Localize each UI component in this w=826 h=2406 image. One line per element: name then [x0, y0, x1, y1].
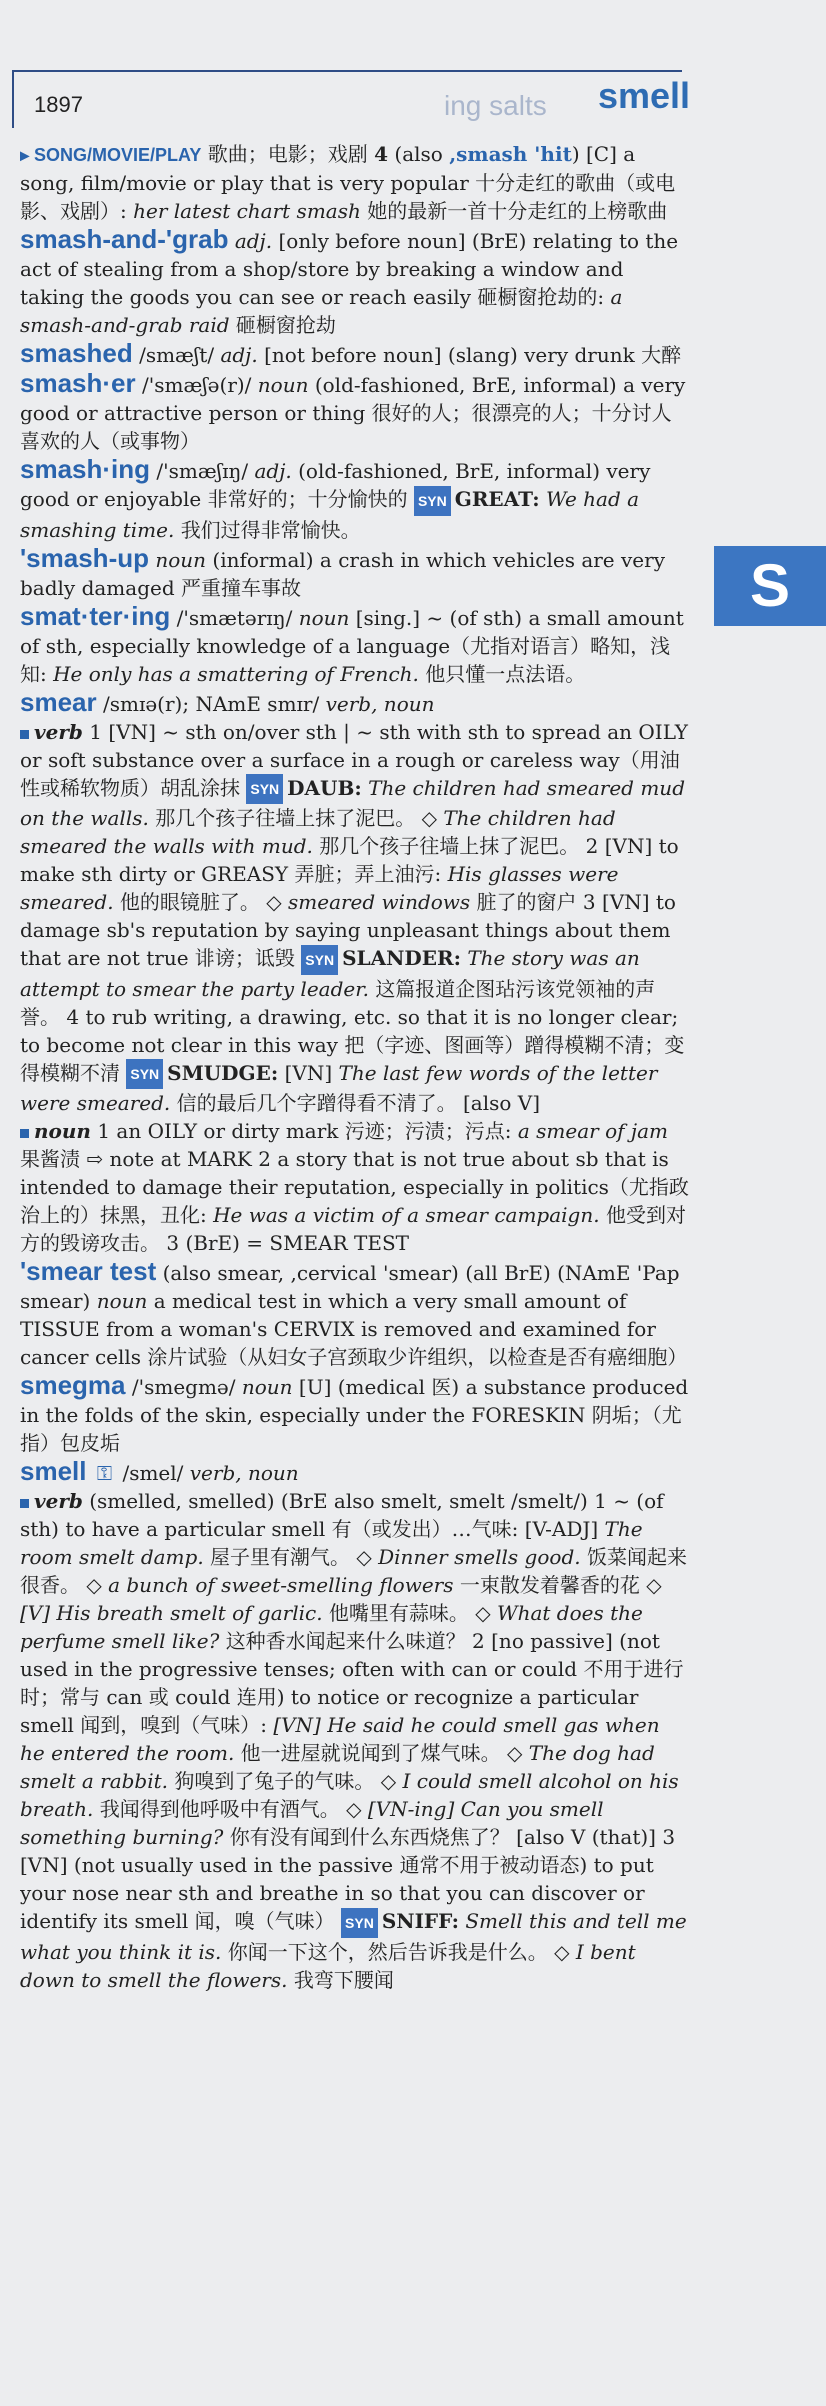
example: a smear of jam: [517, 1119, 668, 1143]
pronunciation: /'smegmə/: [131, 1375, 236, 1399]
part-of-speech: adj.: [234, 229, 273, 253]
definition: [sing.] ~ (of sth) a small amount of sth, especially knowledge of a language（尤指对语言）略知，浅知:: [20, 605, 684, 686]
entry-smasher: [20, 369, 690, 455]
pronunciation: /smɪə(r); NAmE smɪr/: [102, 691, 320, 716]
example-zh: 饭菜闻起来很香。: [20, 1545, 687, 1597]
entry-smell: [20, 1457, 690, 1487]
entry-smear-test: [20, 1257, 690, 1371]
sense-1: 1 ~ (of sth) to have a particular smell 有（或发出）…气味:: [20, 1489, 664, 1541]
example: ◇ [VN-ing] Can you smell something burning?: [20, 1797, 604, 1849]
synonym-badge: SYN: [246, 774, 283, 804]
headword: smear: [20, 686, 97, 717]
pronunciation: /smel/: [122, 1461, 184, 1485]
key-icon: ⚿: [96, 1461, 113, 1485]
pronunciation: /smæʃt/: [139, 343, 215, 367]
synonym-badge: SYN: [341, 1908, 378, 1938]
sense-2: 2 [VN] to make sth dirty or GREASY 弄脏；弄上油污:: [20, 834, 679, 886]
example-zh: 他的眼镜脏了。: [119, 890, 260, 914]
entry-smash-and-grab: [20, 225, 690, 339]
part-of-speech: noun: [298, 605, 350, 630]
noun-label: noun: [34, 1119, 91, 1143]
smell-verb-block: [20, 1487, 690, 1994]
example: The last few words of the letter were smeared.: [20, 1060, 658, 1115]
synonym-badge: SYN: [301, 945, 338, 975]
example-zh: 屋子里有潮气。: [210, 1545, 351, 1569]
sense-2: 2 [no passive] (not used in the progressive tenses; often with can or could 不用于进行时；常与 can 或 could 连用) to notice or recognize a particular smell 闻到，嗅到（气味）:: [20, 1629, 684, 1737]
sense-4: 4 to rub writing, a drawing, etc. so that it is no longer clear; to become not clear in this way 把（字迹、图画等）蹭得模糊不清；变得模糊不清: [20, 1004, 685, 1085]
section-marker-icon: [20, 1499, 29, 1508]
example-zh: 你有没有闻到什么东西烧焦了？: [229, 1825, 510, 1849]
sense-1: 1 [VN] ~ sth on/over sth | ~ sth with sth to spread an OILY or soft substance over a surface in a rough or careless way（用油性或稀软物质）胡乱涂抹: [20, 719, 688, 800]
example: a smash-and-grab raid: [20, 285, 623, 337]
example: Smell this and tell me what you think it is.: [20, 1909, 687, 1964]
example: The story was an attempt to smear the party leader.: [20, 946, 640, 1001]
part-of-speech: verb, noun: [189, 1461, 299, 1485]
paren-close: ): [571, 142, 580, 166]
variant-headword: ,smash 'hit: [449, 142, 572, 166]
cross-reference[interactable]: ⇨ note at MARK: [86, 1147, 252, 1171]
also-pattern: [also V]: [462, 1091, 541, 1115]
pattern-code: [V-ADJ]: [524, 1517, 599, 1541]
entry-smashed: [20, 339, 690, 369]
synonym-word: GREAT:: [454, 487, 540, 511]
part-of-speech: noun: [155, 547, 207, 572]
sense-3: 3 [VN] to damage sb's reputation by saying unpleasant things about them that are not true 诽谤；诋毁: [20, 890, 676, 970]
section-marker-icon: [20, 730, 29, 739]
example-zh: 那几个孩子往墙上抹了泥巴。: [155, 806, 416, 830]
example: ◇ Dinner smells good.: [356, 1545, 581, 1569]
part-of-speech: adj.: [220, 343, 258, 367]
synonym-word: SLANDER:: [342, 946, 461, 970]
entry-smashing: [20, 455, 690, 544]
headword: smash·er: [20, 368, 136, 398]
headword: smell: [20, 1456, 87, 1486]
synonym-badge: SYN: [126, 1059, 163, 1089]
example: ◇ The dog had smelt a rabbit.: [20, 1741, 655, 1793]
definition: (old-fashioned, BrE, informal) a very good or attractive person or thing 很好的人；很漂亮的人；十分讨人喜欢的人（或事物）: [20, 373, 686, 453]
entry-smattering: [20, 602, 690, 688]
pronunciation: /'smætərɪŋ/: [176, 605, 293, 630]
headword: smegma: [20, 1370, 126, 1400]
example: ◇ a bunch of sweet-smelling flowers: [86, 1573, 454, 1597]
example: ◇ I could smell alcohol on his breath.: [20, 1769, 679, 1821]
thumb-tab-s: S: [714, 546, 826, 626]
synonym-badge: SYN: [414, 486, 451, 516]
sense-3: 3 (BrE) = SMEAR TEST: [166, 1231, 409, 1255]
entry-smegma: [20, 1371, 690, 1457]
section-marker-icon: [20, 1129, 29, 1138]
example-zh: 狗嗅到了兔子的气味。: [174, 1769, 375, 1793]
part-of-speech: noun: [257, 373, 309, 397]
sense-lead: ▸ SONG/MOVIE/PLAY: [20, 145, 202, 165]
verb-label: verb: [34, 1489, 83, 1513]
sense-number: 4: [374, 142, 389, 166]
example-zh: 这种香水闻起来什么味道？: [225, 1629, 466, 1653]
definition: a medical test in which a very small amount of TISSUE from a woman's CERVIX is removed and examined for cancer cells 涂片试验（从妇女子宫颈取少许组织，以检查是否有癌细胞）: [20, 1289, 688, 1369]
example: [VN] He said he could smell gas when he entered the room.: [20, 1713, 660, 1765]
definition: (old-fashioned, BrE, informal) very good or enjoyable 非常好的；十分愉快的: [20, 459, 651, 511]
definition: (informal) a crash in which vehicles are very badly damaged 严重撞车事故: [20, 547, 665, 600]
pronunciation: /'smæʃə(r)/: [141, 373, 252, 397]
also-pattern: [also V (that)]: [516, 1825, 656, 1849]
example-zh: 那几个孩子往墙上抹了泥巴。: [319, 834, 580, 858]
pronunciation: /'smæʃɪŋ/: [156, 459, 249, 483]
variants: (also smear, ,cervical 'smear) (all BrE) (NAmE 'Pap smear): [20, 1261, 680, 1313]
example-zh: 砸橱窗抢劫: [235, 313, 336, 337]
headword: 'smear test: [20, 1256, 157, 1286]
part-of-speech: noun: [241, 1375, 293, 1399]
entry-smash-hit: [20, 140, 690, 225]
headword: smash-and-'grab: [20, 224, 229, 254]
example: ◇ [V] His breath smelt of garlic.: [20, 1573, 662, 1625]
example: He only has a smattering of French.: [53, 661, 419, 686]
header-rule: [12, 70, 682, 72]
example-zh: 他嘴里有蒜味。: [328, 1601, 469, 1625]
bleed-through-text: ing salts: [444, 90, 547, 121]
headword: 'smash-up: [20, 542, 149, 573]
also-label: (also: [394, 142, 443, 166]
smear-verb-block: [20, 718, 690, 1118]
pattern-code: [VN]: [284, 1060, 333, 1085]
example-zh: 你闻一下这个，然后告诉我是什么。: [227, 1939, 548, 1964]
verb-forms: (smelled, smelled) (BrE also smelt, smelt /smelt/): [89, 1489, 588, 1513]
running-headword: smell: [598, 75, 691, 116]
example-zh: 一束散发着馨香的花: [459, 1573, 640, 1597]
example-zh: 他只懂一点法语。: [425, 661, 586, 686]
example: His glasses were smeared.: [20, 862, 619, 914]
example-zh: 我闻得到他呼吸中有酒气。: [99, 1797, 340, 1821]
example: ◇ What does the perfume smell like?: [20, 1601, 643, 1653]
example: He was a victim of a smear campaign.: [213, 1203, 600, 1227]
example-zh: 果酱渍: [20, 1147, 80, 1171]
synonym-word: DAUB:: [287, 775, 362, 800]
example: her latest chart smash: [133, 199, 361, 223]
part-of-speech: verb, noun: [325, 691, 435, 716]
entry-smash-up: [20, 544, 690, 602]
sense-2: 2 a story that is not true about sb that is intended to damage their reputation, especially in politics（尤指政治上的）抹黑，丑化:: [20, 1147, 689, 1227]
definition: [only before noun] (BrE) relating to the act of stealing from a shop/store by breaking a window and taking the goods you can see or reach easily 砸橱窗抢劫的:: [20, 229, 679, 309]
part-of-speech: adj.: [254, 459, 292, 483]
example-zh: 脏了的窗户: [476, 890, 577, 914]
sense-1: 1 an OILY or dirty mark 污迹；污渍；污点:: [97, 1119, 512, 1143]
page-number: 1897: [34, 92, 83, 117]
example-zh: 我们过得非常愉快。: [180, 517, 361, 542]
smear-noun-block: [20, 1117, 690, 1257]
example: We had a smashing time.: [20, 487, 640, 542]
definition: [U] (medical 医) a substance produced in the folds of the skin, especially under the FORESKIN 阴垢；（尤指）包皮垢: [20, 1375, 689, 1455]
example: ◇ The children had smeared the walls with mud.: [20, 806, 616, 858]
headword: smat·ter·ing: [20, 600, 171, 631]
example-zh: 她的最新一首十分走红的上榜歌曲: [367, 199, 668, 223]
definition: [not before noun] (slang) very drunk 大醉: [264, 343, 682, 367]
verb-label: verb: [34, 719, 83, 744]
example: The room smelt damp.: [20, 1517, 643, 1569]
headword: smash·ing: [20, 454, 151, 484]
example-zh: 信的最后几个字蹭得看不清了。: [176, 1091, 457, 1115]
definition: [C] a song, film/movie or play that is very popular 十分走红的歌曲（或电影、戏剧）:: [20, 142, 676, 223]
headword: smashed: [20, 338, 133, 368]
entries-column: [20, 140, 690, 2390]
example: ◇ smeared windows: [266, 890, 471, 914]
example-zh: 这篇报道企图玷污该党领袖的声誉。: [20, 976, 656, 1029]
header-margin-rule: [12, 70, 14, 128]
example-zh: 他受到对方的毁谤攻击。: [20, 1203, 686, 1255]
synonym-word: SNIFF:: [381, 1909, 459, 1933]
example-zh: 他一进屋就说闻到了煤气味。: [240, 1741, 501, 1765]
example: ◇ I bent down to smell the flowers.: [20, 1939, 636, 1992]
sense-3: 3 [VN] (not usually used in the passive 通常不用于被动语态) to put your nose near sth and breathe in so that you can discover or identify its smell 闻，嗅（气味）: [20, 1825, 676, 1933]
part-of-speech: noun: [96, 1289, 148, 1313]
example-zh: 我弯下腰闻: [293, 1967, 394, 1992]
example: The children had smeared mud on the walls.: [20, 775, 685, 830]
entry-smear: [20, 688, 690, 718]
sense-lead-zh: 歌曲；电影；戏剧: [207, 142, 368, 166]
synonym-word: SMUDGE:: [167, 1060, 279, 1085]
